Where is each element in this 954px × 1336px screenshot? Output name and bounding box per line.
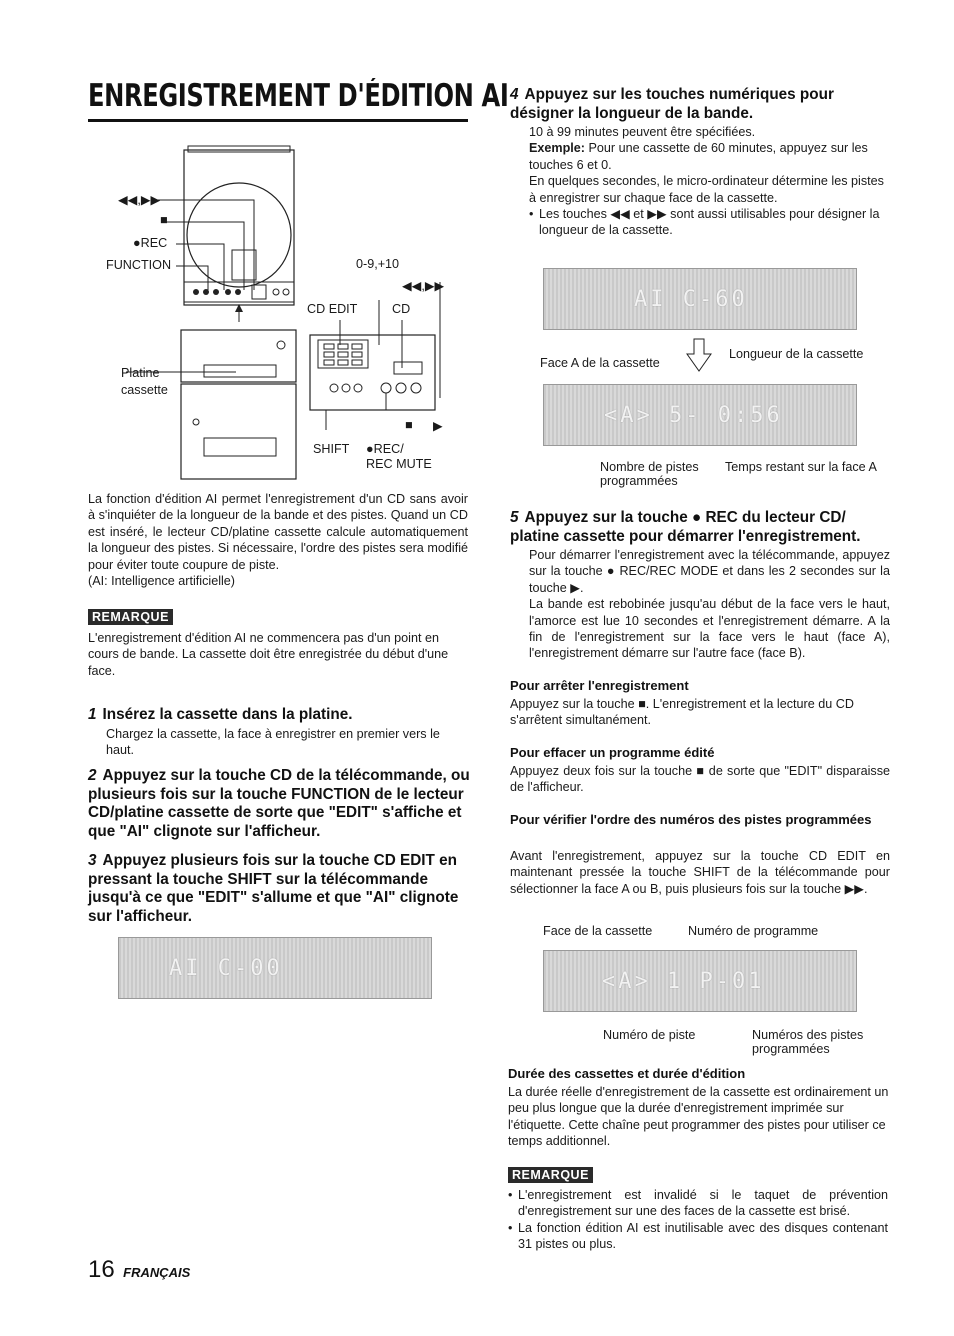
remarque-list <box>508 1187 888 1253</box>
page-language: FRANÇAIS <box>123 1265 191 1280</box>
step5-p2: La bande est rebobinée jusqu'au début de la face vers le haut, l'amorce est lue 10 secondes et l'enregistrement démarre. A la fin de l'enregistrement sur la face vers le haut (face A), l'enregistrement démarre sur l'autre face (face B). <box>529 597 890 661</box>
keys-label: 0-9,+10 <box>356 257 400 271</box>
remote-play-label: ▶ <box>433 419 443 433</box>
step5-heading: 5 Appuyez sur la touche ● REC du lecteur CD/ platine cassette pour démarrer l'enregistrement. <box>510 509 861 545</box>
step1-heading: 1 Insérez la cassette dans la platine. <box>88 706 353 723</box>
example-text: Pour une cassette de 60 minutes, appuyez sur les touches 6 et 0. <box>529 141 868 172</box>
page-title: ENREGISTREMENT D'ÉDITION AI <box>88 78 509 114</box>
remote-rec-label: ●REC/ <box>366 442 404 456</box>
down-arrow-icon <box>686 338 712 372</box>
step4-bullet: • Les touches ◀◀ et ▶▶ sont aussi utilisables pour désigner la longueur de la cassette. <box>529 206 890 239</box>
cd-edit-label: CD EDIT <box>307 302 358 316</box>
step1-text: Chargez la cassette, la face à enregistrer en premier vers le haut. <box>106 727 440 758</box>
remarque-item: • La fonction édition AI est inutilisable avec des disques contenant 31 pistes ou plus. <box>508 1220 888 1253</box>
title-rule <box>88 119 468 122</box>
lcd-step3: AI C-00 <box>118 937 432 999</box>
lcd-step4-bottom: <A> 5- 0:56 <box>543 384 857 446</box>
erase-text: Appuyez deux fois sur la touche ■ de sorte que "EDIT" disparaisse de l'afficheur. <box>510 764 890 795</box>
remarque-badge-2: REMARQUE <box>508 1167 593 1183</box>
step4-line3: En quelques secondes, le micro-ordinateur détermine les pistes à enregistrer sur chaque face de la cassette. <box>529 174 884 205</box>
label-face: Face de la cassette <box>543 924 653 938</box>
page-footer <box>88 1256 190 1284</box>
remote-seek-label: ◀◀,▶▶ <box>402 279 445 293</box>
label-face-a: Face A de la cassette <box>540 356 660 370</box>
verify-text: Avant l'enregistrement, appuyez sur la touche CD EDIT en maintenant pressée la touche SHIFT de la télécommande pour sélectionner la face A ou B, puis plusieurs fois sur la touche ▶▶. <box>510 849 890 896</box>
label-prog-tracks: Numéros des pistes programmées <box>752 1028 864 1056</box>
step2-heading: 2 Appuyez sur la touche CD de la télécommande, ou plusieurs fois sur la touche FUNCTION de le lecteur CD/platine cassette de sorte que "EDIT" s'affiche et que "AI" clignote sur l'afficheur. <box>88 767 470 840</box>
label-prog-num: Numéro de programme <box>688 924 819 938</box>
step4-heading: 4 Appuyez sur les touches numériques pour désigner la longueur de la bande. <box>510 86 834 122</box>
example-label: Exemple: <box>529 141 585 156</box>
function-label: FUNCTION <box>106 258 172 272</box>
label-track-num: Numéro de piste <box>603 1028 696 1042</box>
intro-text: La fonction d'édition AI permet l'enregistrement d'un CD sans avoir à s'inquiéter de la longueur de la bande et des pistes. Quand un CD est inséré, le lecteur CD/platine cassette calcule automatiquement la longueur des pistes. Si nécessaire, l'ordre des pistes sera modifié pour éviter toute coupure de piste. <box>88 492 468 572</box>
rec-mute-label: REC MUTE <box>366 457 432 471</box>
remarque-badge: REMARQUE <box>88 609 173 625</box>
label-remaining: Temps restant sur la face A <box>725 460 877 474</box>
lcd-verify: <A> 1 P-01 <box>543 950 857 1012</box>
shift-label: SHIFT <box>313 442 350 456</box>
remote-stop-label: ■ <box>405 418 413 432</box>
step4-line1: 10 à 99 minutes peuvent être spécifiées. <box>529 125 756 139</box>
duration-text: La durée réelle d'enregistrement de la cassette est ordinairement un peu plus longue que la durée d'enregistrement imprimée sur l'étiquette. Cette chaîne peut programmer des pistes pour utiliser ce temps additionnel. <box>508 1085 889 1149</box>
step5-p1: Pour démarrer l'enregistrement avec la télécommande, appuyez sur la touche ● REC/REC MODE et dans les 2 secondes sur la touche ▶. <box>529 548 890 595</box>
cd-label: CD <box>392 302 411 316</box>
seek-label: ◀◀,▶▶ <box>118 193 161 207</box>
label-count: Nombre de pistes programmées <box>600 460 699 488</box>
page-number: 16 <box>88 1256 115 1283</box>
intro-ai-text: (AI: Intelligence artificielle) <box>88 574 235 589</box>
stop-label: ■ <box>160 213 168 227</box>
label-length: Longueur de la cassette <box>729 347 864 361</box>
duration-heading: Durée des cassettes et durée d'édition <box>508 1066 746 1081</box>
stop-text: Appuyez sur la touche ■. L'enregistrement et la lecture du CD s'arrêtent simultanément. <box>510 697 854 728</box>
platine-label: Platine cassette <box>121 366 168 397</box>
erase-heading: Pour effacer un programme édité <box>510 745 715 760</box>
remarque-text: L'enregistrement d'édition AI ne commencera pas d'un point en cours de bande. La cassette doit être enregistrée du début d'une face. <box>88 631 449 678</box>
step3-heading: 3 Appuyez plusieurs fois sur la touche CD EDIT en pressant la touche SHIFT sur la télécommande jusqu'à ce que "EDIT" s'allume et que "AI" clignote sur l'afficheur. <box>88 852 459 925</box>
remarque-item: • L'enregistrement est invalidé si le taquet de prévention d'enregistrement sur une des faces de la cassette est brisé. <box>508 1187 888 1220</box>
verify-heading: Pour vérifier l'ordre des numéros des pistes programmées <box>510 812 872 827</box>
rec-label: ●REC <box>133 236 168 250</box>
stop-heading: Pour arrêter l'enregistrement <box>510 678 689 693</box>
lcd-step4-top: AI C-60 <box>543 268 857 330</box>
